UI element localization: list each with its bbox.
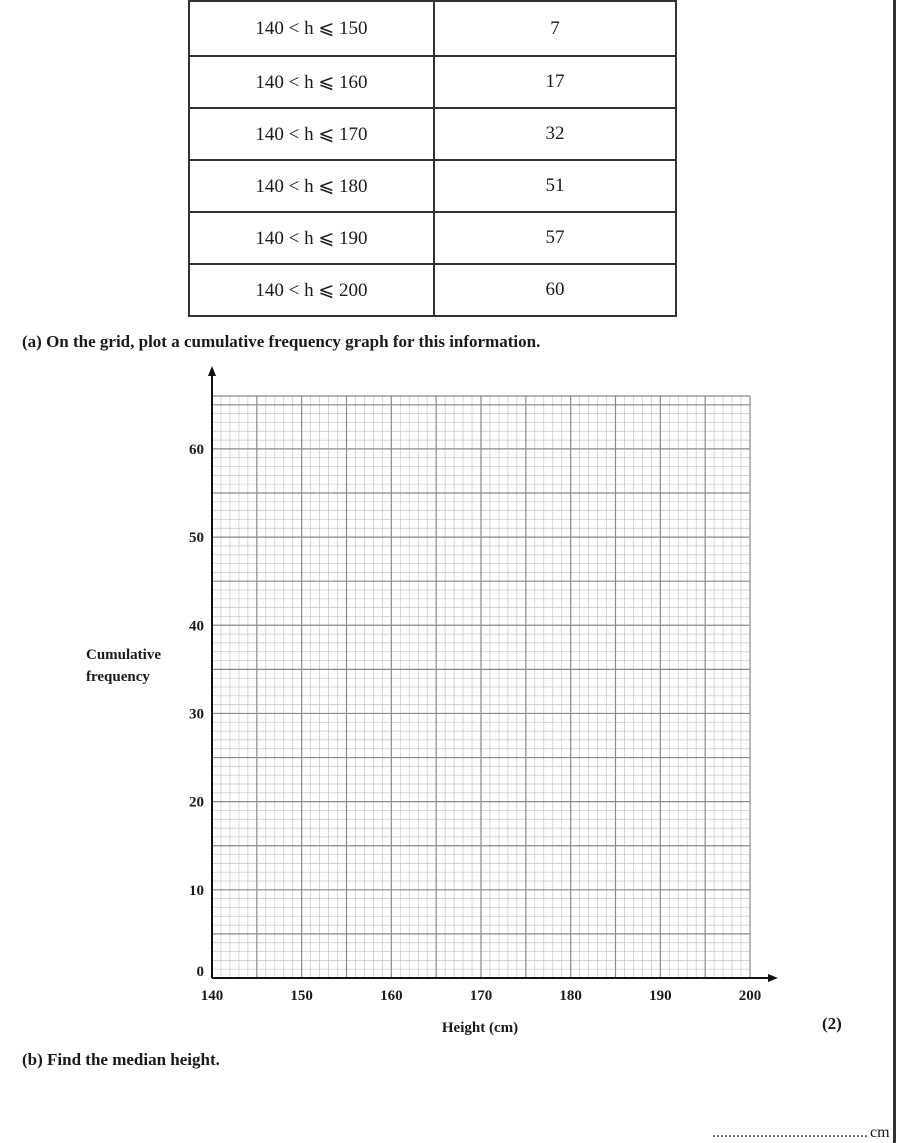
x-tick-label: 140: [200, 988, 224, 1004]
marks-label: (2): [822, 1014, 842, 1033]
height-interval-cell: 140 < h ⩽ 180: [189, 160, 434, 212]
y-tick-label: 0: [196, 964, 204, 980]
x-tick-label: 200: [738, 988, 762, 1004]
x-axis-arrow-icon: [768, 974, 778, 982]
question-b: (b) Find the median height.: [22, 1050, 220, 1069]
cumulative-frequency-cell: 60: [434, 264, 676, 316]
height-interval-cell: 140 < h ⩽ 150: [189, 1, 434, 56]
x-tick-label: 160: [380, 988, 403, 1004]
x-axis-label: Height (cm): [441, 1020, 519, 1036]
x-tick-label: 180: [559, 988, 582, 1004]
y-tick-label: 40: [189, 618, 204, 635]
y-axis-label-line2: frequency: [86, 669, 150, 685]
x-tick-label: 150: [290, 988, 313, 1004]
cumulative-frequency-cell: 57: [434, 212, 676, 264]
question-a: (a) On the grid, plot a cumulative frequency graph for this information.: [22, 332, 541, 351]
cumulative-frequency-cell: 17: [434, 56, 676, 108]
y-tick-label: 50: [189, 530, 204, 547]
y-tick-label: 60: [189, 441, 204, 458]
cumulative-frequency-cell: 51: [434, 160, 676, 212]
y-axis-arrow-icon: [208, 366, 216, 376]
answer-dots: .......................................: [712, 1124, 868, 1141]
cumulative-frequency-cell: 32: [434, 108, 676, 160]
answer-unit: cm: [870, 1124, 890, 1141]
cumulative-frequency-cell: 7: [434, 1, 676, 56]
y-tick-label: 20: [189, 794, 204, 811]
y-tick-label: 30: [189, 706, 204, 723]
height-interval-cell: 140 < h ⩽ 170: [189, 108, 434, 160]
height-interval-cell: 140 < h ⩽ 190: [189, 212, 434, 264]
height-interval-cell: 140 < h ⩽ 160: [189, 56, 434, 108]
y-axis-label-line1: Cumulative: [86, 647, 161, 663]
y-tick-label: 10: [189, 882, 204, 899]
height-interval-cell: 140 < h ⩽ 200: [189, 264, 434, 316]
x-tick-label: 170: [469, 988, 493, 1004]
answer-line[interactable]: [712, 1124, 890, 1142]
x-tick-label: 190: [649, 988, 672, 1004]
